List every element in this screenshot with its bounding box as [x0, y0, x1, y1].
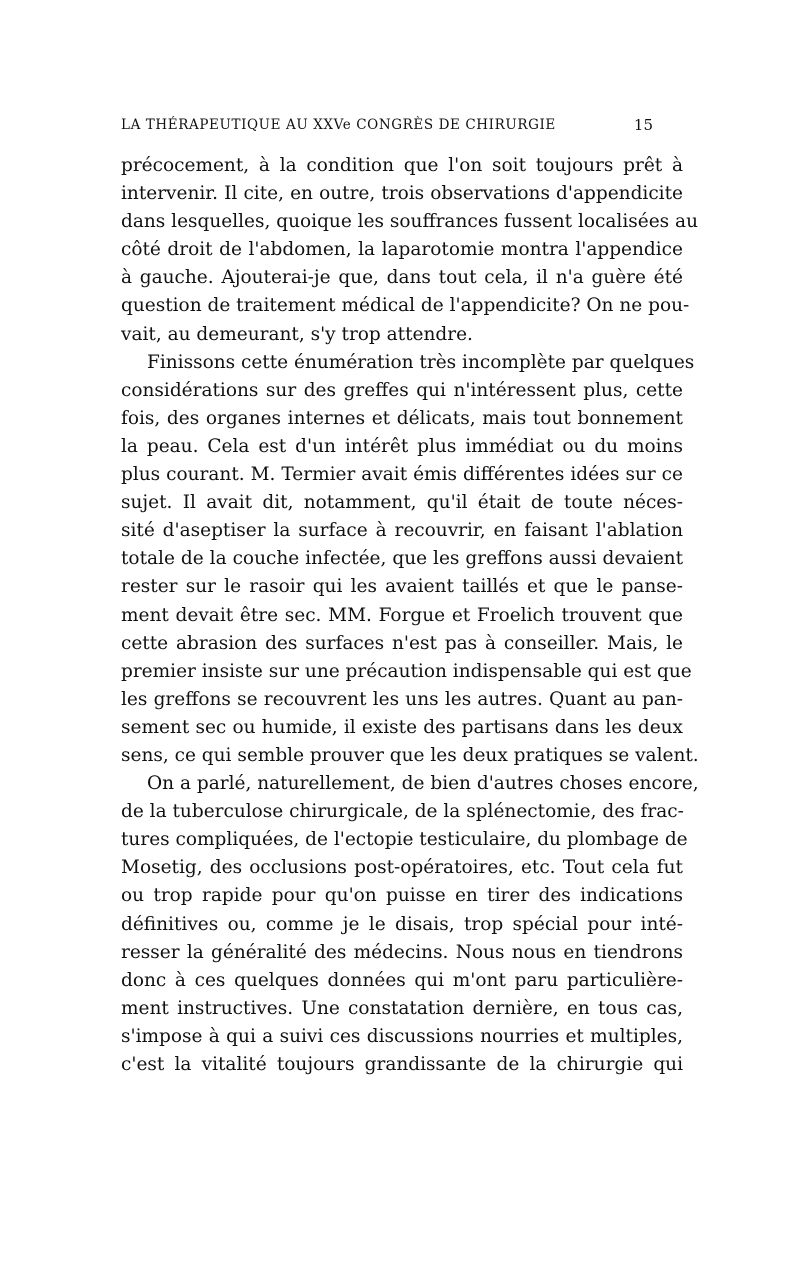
paragraph-start-line: Finissons cette énumération très incomplète par quelques	[147, 351, 695, 373]
text-line: sité d'aseptiser la surface à recouvrir, en faisant l'ablation	[121, 520, 683, 542]
text-line: côté droit de l'abdomen, la laparotomie montra l'appendice	[121, 239, 683, 261]
text-line: tures compliquées, de l'ectopie testiculaire, du plombage de	[121, 829, 688, 851]
text-line: sens, ce qui semble prouver que les deux pratiques se valent.	[121, 744, 699, 766]
text-line: vait, au demeurant, s'y trop attendre.	[121, 323, 473, 345]
text-line: cette abrasion des surfaces n'est pas à conseiller. Mais, le	[121, 632, 683, 654]
text-line: précocement, à la condition que l'on soit toujours prêt à	[121, 155, 683, 176]
text-line: rester sur le rasoir qui les avaient taillés et que le panse-	[121, 576, 683, 598]
text-line: sujet. Il avait dit, notamment, qu'il était de toute néces-	[121, 492, 683, 514]
text-line: les greffons se recouvrent les uns les autres. Quant au pan-	[121, 688, 683, 710]
text-line: dans lesquelles, quoique les souffrances fussent localisées au	[121, 211, 698, 233]
text-line: Mosetig, des occlusions post-opératoires, etc. Tout cela fut	[121, 857, 683, 879]
text-line: totale de la couche infectée, que les greffons aussi devaient	[121, 548, 683, 570]
text-line: ment devait être sec. MM. Forgue et Froelich trouvent que	[121, 604, 683, 626]
text-line: resser la généralité des médecins. Nous nous en tiendrons	[121, 941, 683, 963]
text-line: sement sec ou humide, il existe des partisans dans les deux	[121, 716, 683, 738]
text-line: donc à ces quelques données qui m'ont paru particulière-	[121, 969, 683, 991]
text-line: ment instructives. Une constatation dernière, en tous cas,	[121, 997, 683, 1019]
text-line: plus courant. M. Termier avait émis différentes idées sur ce	[121, 464, 683, 486]
paragraph-start-line: On a parlé, naturellement, de bien d'autres choses encore,	[147, 773, 699, 795]
text-line: définitives ou, comme je le disais, trop spécial pour inté-	[121, 913, 683, 935]
text-line: considérations sur des greffes qui n'intéressent plus, cette	[121, 379, 683, 401]
running-head: LA THÉRAPEUTIQUE AU XXVe CONGRÈS DE CHIRURGIE	[121, 117, 556, 133]
text-line: s'impose à qui a suivi ces discussions nourries et multiples,	[121, 1025, 683, 1047]
text-line: ou trop rapide pour qu'on puisse en tirer des indications	[121, 885, 683, 907]
text-line: fois, des organes internes et délicats, mais tout bonnement	[121, 407, 683, 429]
text-line: question de traitement médical de l'appendicite? On ne pou-	[121, 295, 690, 317]
text-line: intervenir. Il cite, en outre, trois observations d'appendicite	[121, 183, 683, 205]
text-line: c'est la vitalité toujours grandissante de la chirurgie qui	[121, 1054, 683, 1075]
text-line: de la tuberculose chirurgicale, de la splénectomie, des frac-	[121, 801, 684, 823]
text-line: la peau. Cela est d'un intérêt plus immédiat ou du moins	[121, 435, 683, 457]
text-line: à gauche. Ajouterai-je que, dans tout cela, il n'a guère été	[121, 267, 683, 289]
page-number: 15	[633, 116, 653, 134]
body-text	[121, 152, 699, 1079]
page-header	[121, 117, 653, 139]
text-line: premier insiste sur une précaution indispensable qui est que	[121, 660, 692, 682]
